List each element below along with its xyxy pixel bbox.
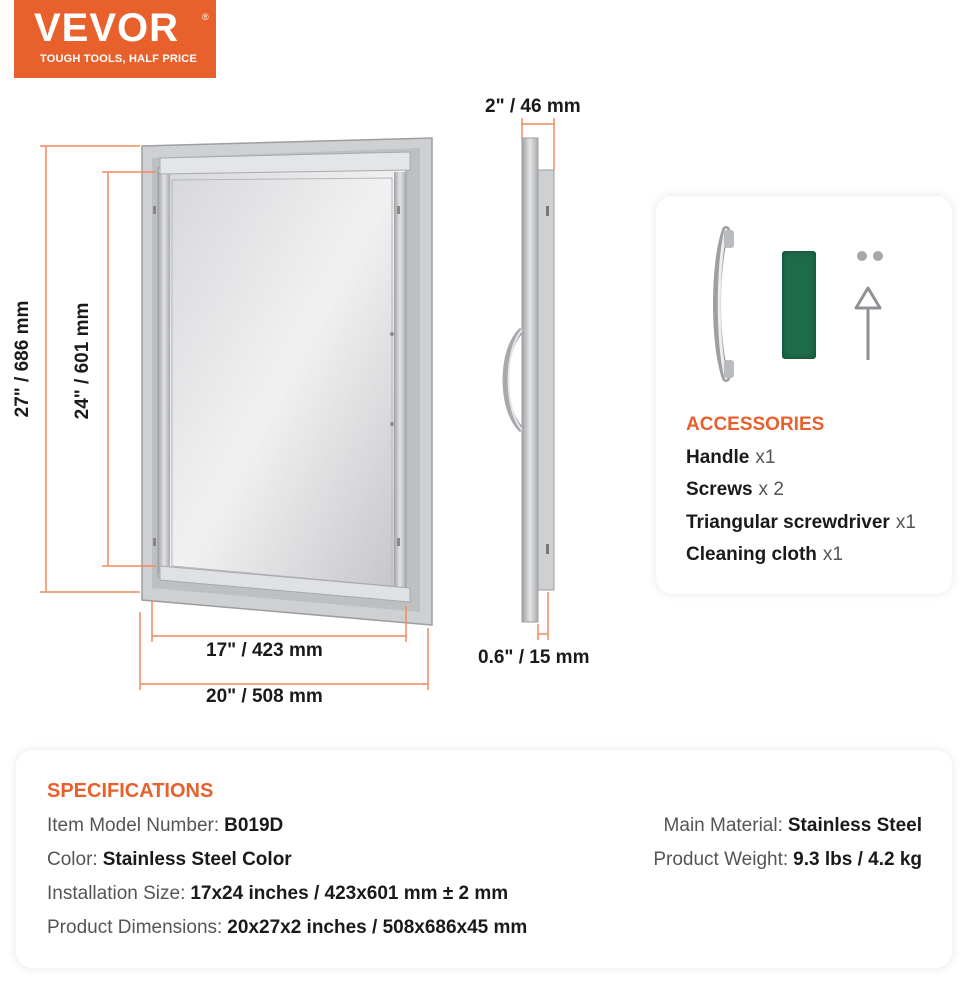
accessory-qty: x1 xyxy=(822,544,843,565)
accessory-item xyxy=(686,479,784,501)
accessory-qty: x1 xyxy=(895,512,916,533)
spec-installation-size xyxy=(47,883,508,905)
spec-value: Stainless Steel Color xyxy=(102,849,292,870)
specifications-card xyxy=(16,750,952,968)
cleaning-cloth-icon xyxy=(782,251,816,359)
spec-label: Product Weight: xyxy=(653,849,789,870)
inner-width-label: 17" / 423 mm xyxy=(206,640,323,661)
spec-value: 17x24 inches / 423x601 mm ± 2 mm xyxy=(190,883,509,904)
accessory-item xyxy=(686,512,916,534)
accessory-item xyxy=(686,544,843,566)
screws-icon xyxy=(852,248,892,264)
spec-product-dimensions xyxy=(47,917,527,939)
logo-registered-mark: ® xyxy=(202,12,209,22)
spec-value: 20x27x2 inches / 508x686x45 mm xyxy=(227,917,528,938)
total-width-label: 20" / 508 mm xyxy=(206,686,323,707)
spec-model xyxy=(47,815,283,837)
accessory-qty: x 2 xyxy=(758,479,784,500)
door-side-view xyxy=(506,138,555,622)
accessory-name: Screws xyxy=(686,479,753,500)
total-height-label: 27" / 686 mm xyxy=(12,300,33,418)
logo-tagline: TOUGH TOOLS, HALF PRICE xyxy=(40,53,197,65)
spec-main-material xyxy=(664,815,922,837)
specifications-title: SPECIFICATIONS xyxy=(47,780,214,802)
spec-value: Stainless Steel xyxy=(787,815,922,836)
inner-height-label: 24" / 601 mm xyxy=(72,302,93,420)
accessory-name: Cleaning cloth xyxy=(686,544,817,565)
triangular-screwdriver-icon xyxy=(852,284,884,364)
spec-value: B019D xyxy=(224,815,284,836)
door-front-view xyxy=(142,138,432,625)
accessory-item xyxy=(686,447,775,469)
logo-brand-name: VEVOR xyxy=(34,6,180,50)
spec-label: Item Model Number: xyxy=(47,815,220,836)
accessory-qty: x1 xyxy=(755,447,776,468)
accessory-name: Handle xyxy=(686,447,750,468)
spec-label: Main Material: xyxy=(663,815,783,836)
spec-product-weight xyxy=(653,849,922,871)
depth-label: 2" / 46 mm xyxy=(485,96,581,117)
flange-label: 0.6" / 15 mm xyxy=(478,647,590,668)
spec-label: Product Dimensions: xyxy=(47,917,223,938)
handle-icon xyxy=(708,224,744,384)
spec-value: 9.3 lbs / 4.2 kg xyxy=(793,849,922,870)
spec-label: Color: xyxy=(47,849,98,870)
spec-label: Installation Size: xyxy=(47,883,186,904)
accessories-title: ACCESSORIES xyxy=(686,414,825,435)
accessories-card xyxy=(656,196,952,594)
spec-color xyxy=(47,849,292,871)
accessory-name: Triangular screwdriver xyxy=(686,512,890,533)
